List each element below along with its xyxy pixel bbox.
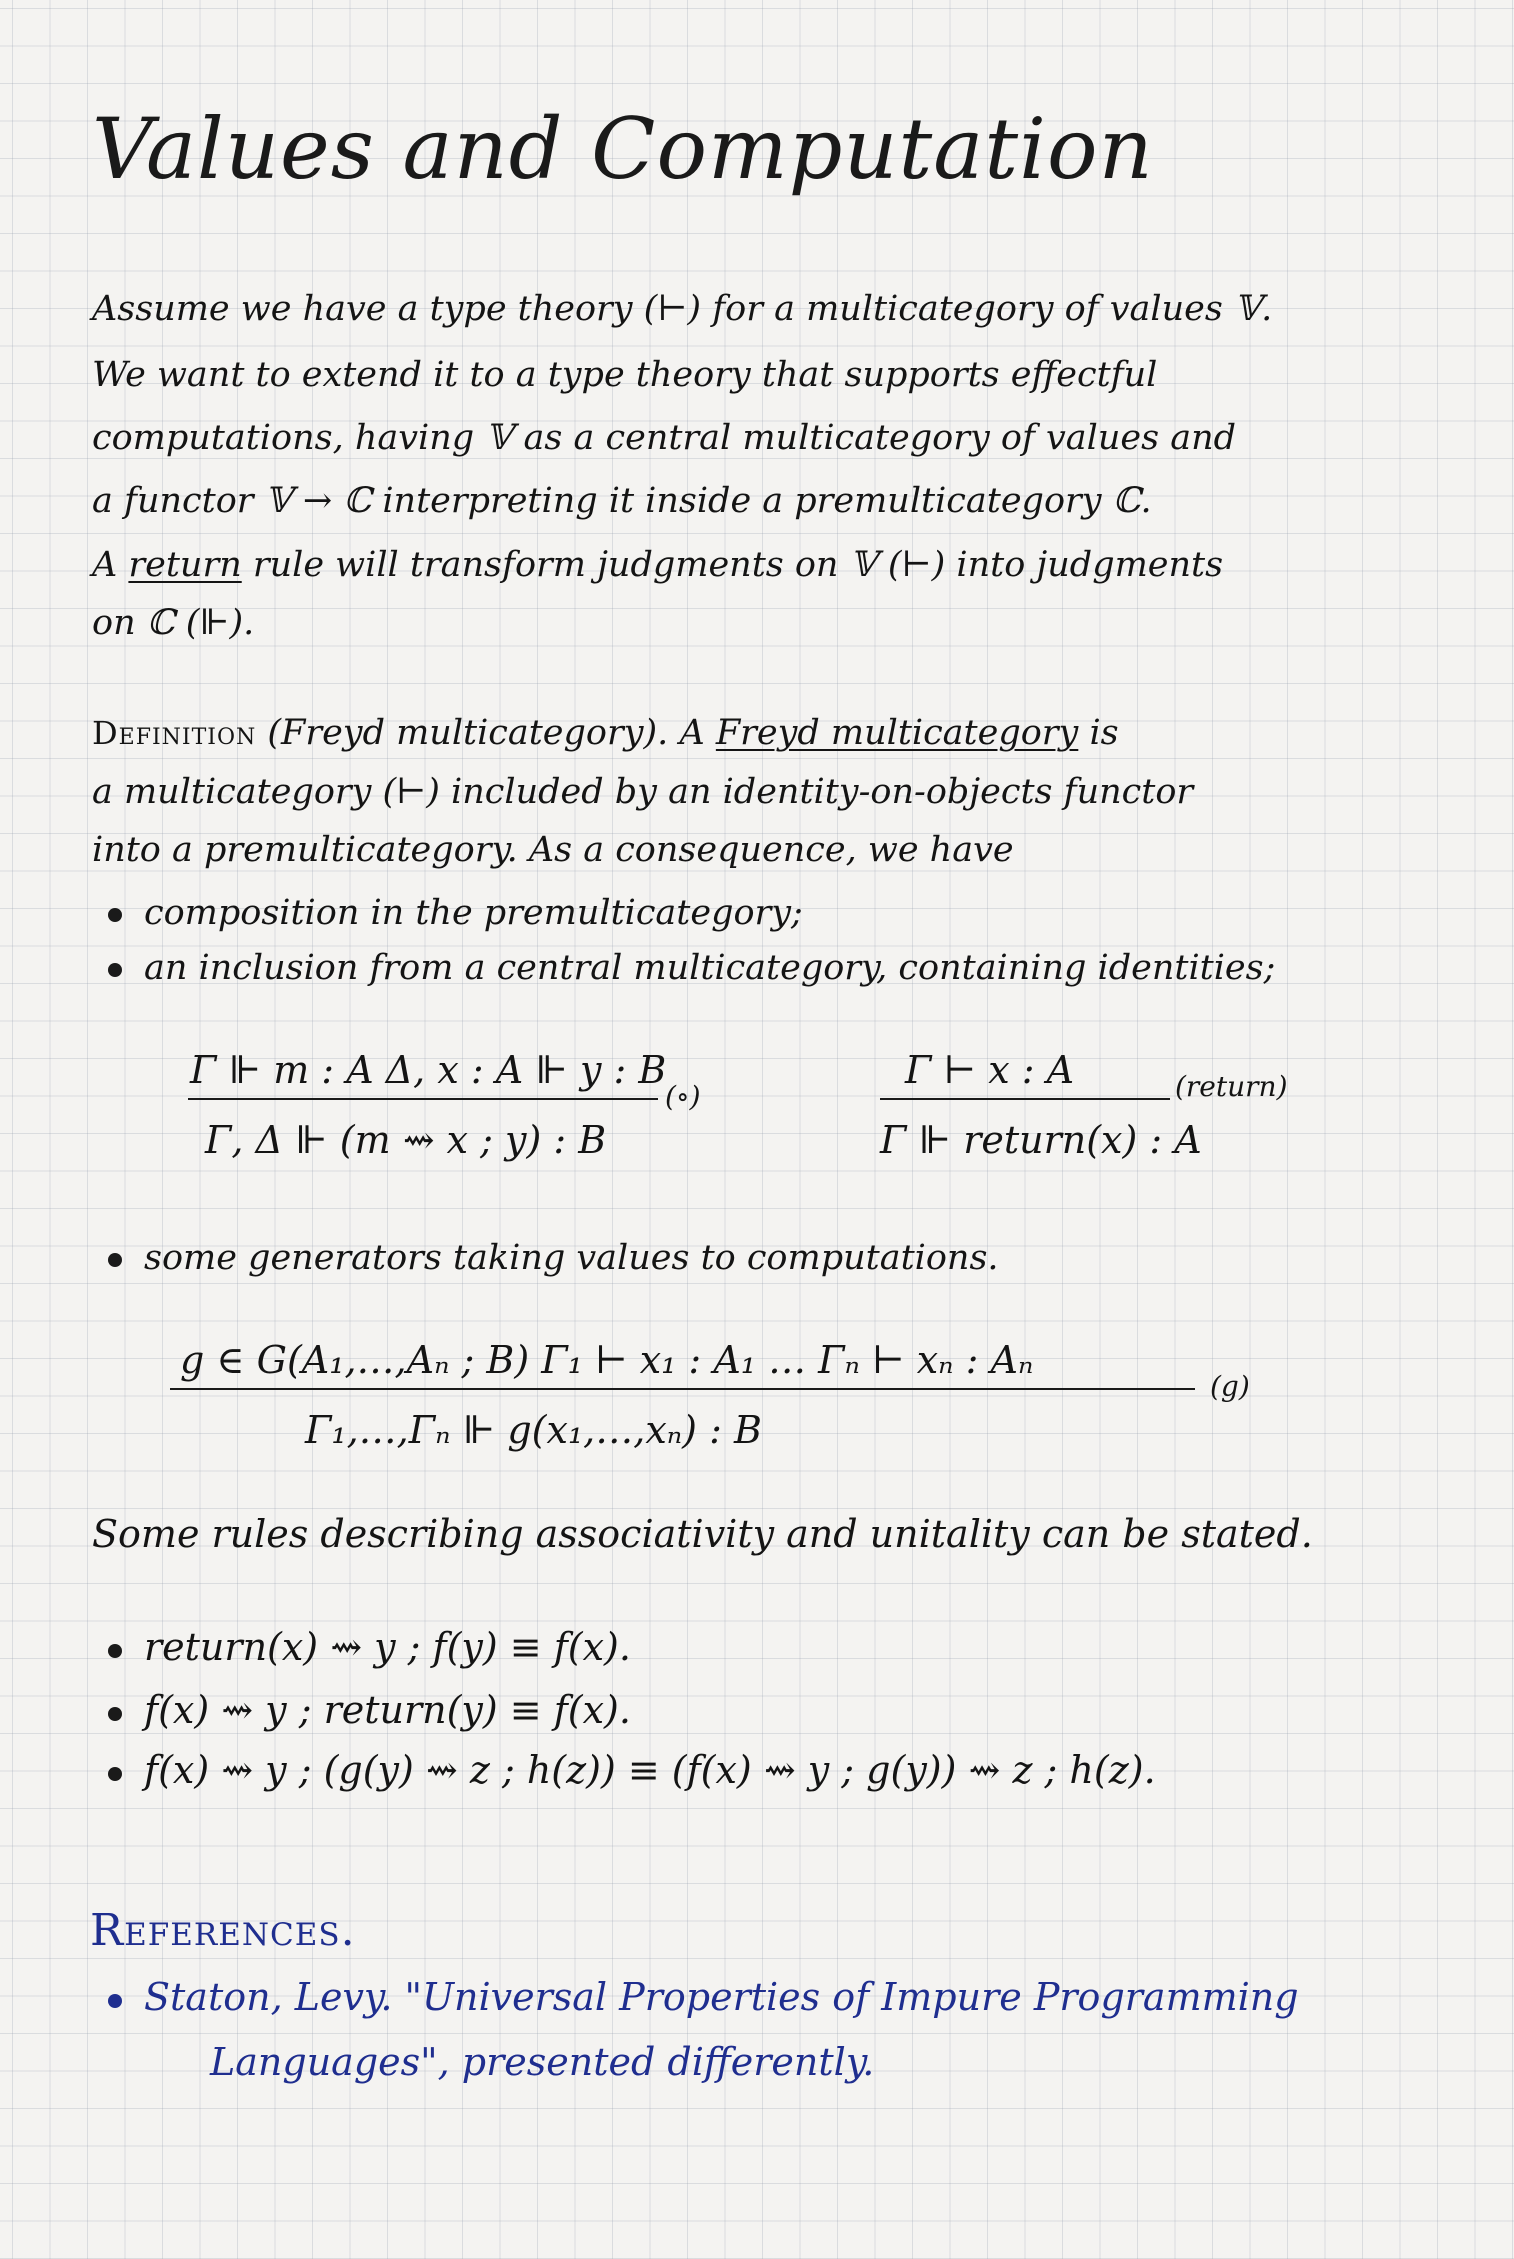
comp-rule-conclusion: Γ, Δ ⊩ (m ⇝ x ; y) : B	[205, 1118, 607, 1162]
intro-line-5: A return rule will transform judgments on 𝕍 (⊢) into judgments	[92, 545, 1224, 585]
definition-keyword: Definition	[92, 714, 257, 752]
comp-rule-line	[188, 1098, 658, 1100]
gen-rule-line	[170, 1388, 1195, 1390]
intro-line-6: on ℂ (⊩).	[92, 603, 255, 643]
definition-tail: is	[1089, 713, 1119, 753]
definition-bullet-2: an inclusion from a central multicategory, containing identities;	[144, 948, 1276, 988]
comp-rule-premise: Γ ⊩ m : A Δ, x : A ⊩ y : B	[190, 1048, 667, 1092]
list-item	[108, 1688, 631, 1732]
return-rule-premise: Γ ⊢ x : A	[905, 1048, 1075, 1092]
reference-line-2: Languages", presented differently.	[210, 2040, 875, 2084]
assoc-intro: Some rules describing associativity and unitality can be stated.	[92, 1512, 1313, 1556]
gen-rule-label: (g)	[1210, 1370, 1250, 1403]
reference-item	[108, 1975, 1299, 2019]
bullet-dot	[108, 1253, 122, 1267]
list-item	[108, 1238, 999, 1278]
list-item	[108, 1625, 631, 1669]
definition-line-2: into a premulticategory. As a consequence, we have	[92, 830, 1014, 870]
page-title: Values and Computation	[92, 100, 1154, 198]
bullet-dot	[108, 963, 122, 977]
equation-2: f(x) ⇝ y ; return(y) ≡ f(x).	[144, 1688, 631, 1732]
intro-line-3: computations, having 𝕍 as a central multicategory of values and	[92, 418, 1237, 458]
bullet-dot	[108, 1707, 122, 1721]
bullet-dot	[108, 908, 122, 922]
intro-line-2: We want to extend it to a type theory that supports effectful	[92, 355, 1158, 395]
definition-bullet-1: composition in the premulticategory;	[144, 893, 803, 933]
bullet-dot	[108, 1644, 122, 1658]
definition-term: Freyd multicategory	[715, 713, 1079, 753]
return-rule-label: (return)	[1175, 1070, 1288, 1103]
intro-line-1: Assume we have a type theory (⊢) for a multicategory of values 𝕍.	[92, 289, 1273, 329]
generators-bullet: some generators taking values to computations.	[144, 1238, 999, 1278]
definition-name: (Freyd multicategory).	[267, 713, 669, 753]
intro-line-4: a functor 𝕍 → ℂ interpreting it inside a premulticategory ℂ.	[92, 481, 1152, 521]
definition-lead: A	[679, 713, 705, 753]
equation-1: return(x) ⇝ y ; f(y) ≡ f(x).	[144, 1625, 631, 1669]
comp-rule-label: (∘)	[665, 1080, 701, 1113]
bullet-dot	[108, 1767, 122, 1781]
bullet-dot	[108, 1994, 122, 2008]
list-item	[108, 893, 803, 933]
equation-3: f(x) ⇝ y ; (g(y) ⇝ z ; h(z)) ≡ (f(x) ⇝ y ; g(y)) ⇝ z ; h(z).	[144, 1748, 1156, 1792]
reference-line-1: Staton, Levy. "Universal Properties of Impure Programming	[144, 1975, 1299, 2019]
definition-heading	[92, 713, 1119, 753]
return-rule-line	[880, 1098, 1170, 1100]
gen-rule-conclusion: Γ₁,…,Γₙ ⊩ g(x₁,…,xₙ) : B	[305, 1408, 762, 1452]
list-item	[108, 948, 1275, 988]
list-item	[108, 1748, 1156, 1792]
gen-rule-premise: g ∈ G(A₁,…,Aₙ ; B) Γ₁ ⊢ x₁ : A₁ … Γₙ ⊢ xₙ : Aₙ	[180, 1338, 1034, 1382]
definition-line-1: a multicategory (⊢) included by an identity-on-objects functor	[92, 772, 1194, 812]
references-title: References.	[90, 1905, 356, 1956]
return-rule-conclusion: Γ ⊩ return(x) : A	[880, 1118, 1202, 1162]
